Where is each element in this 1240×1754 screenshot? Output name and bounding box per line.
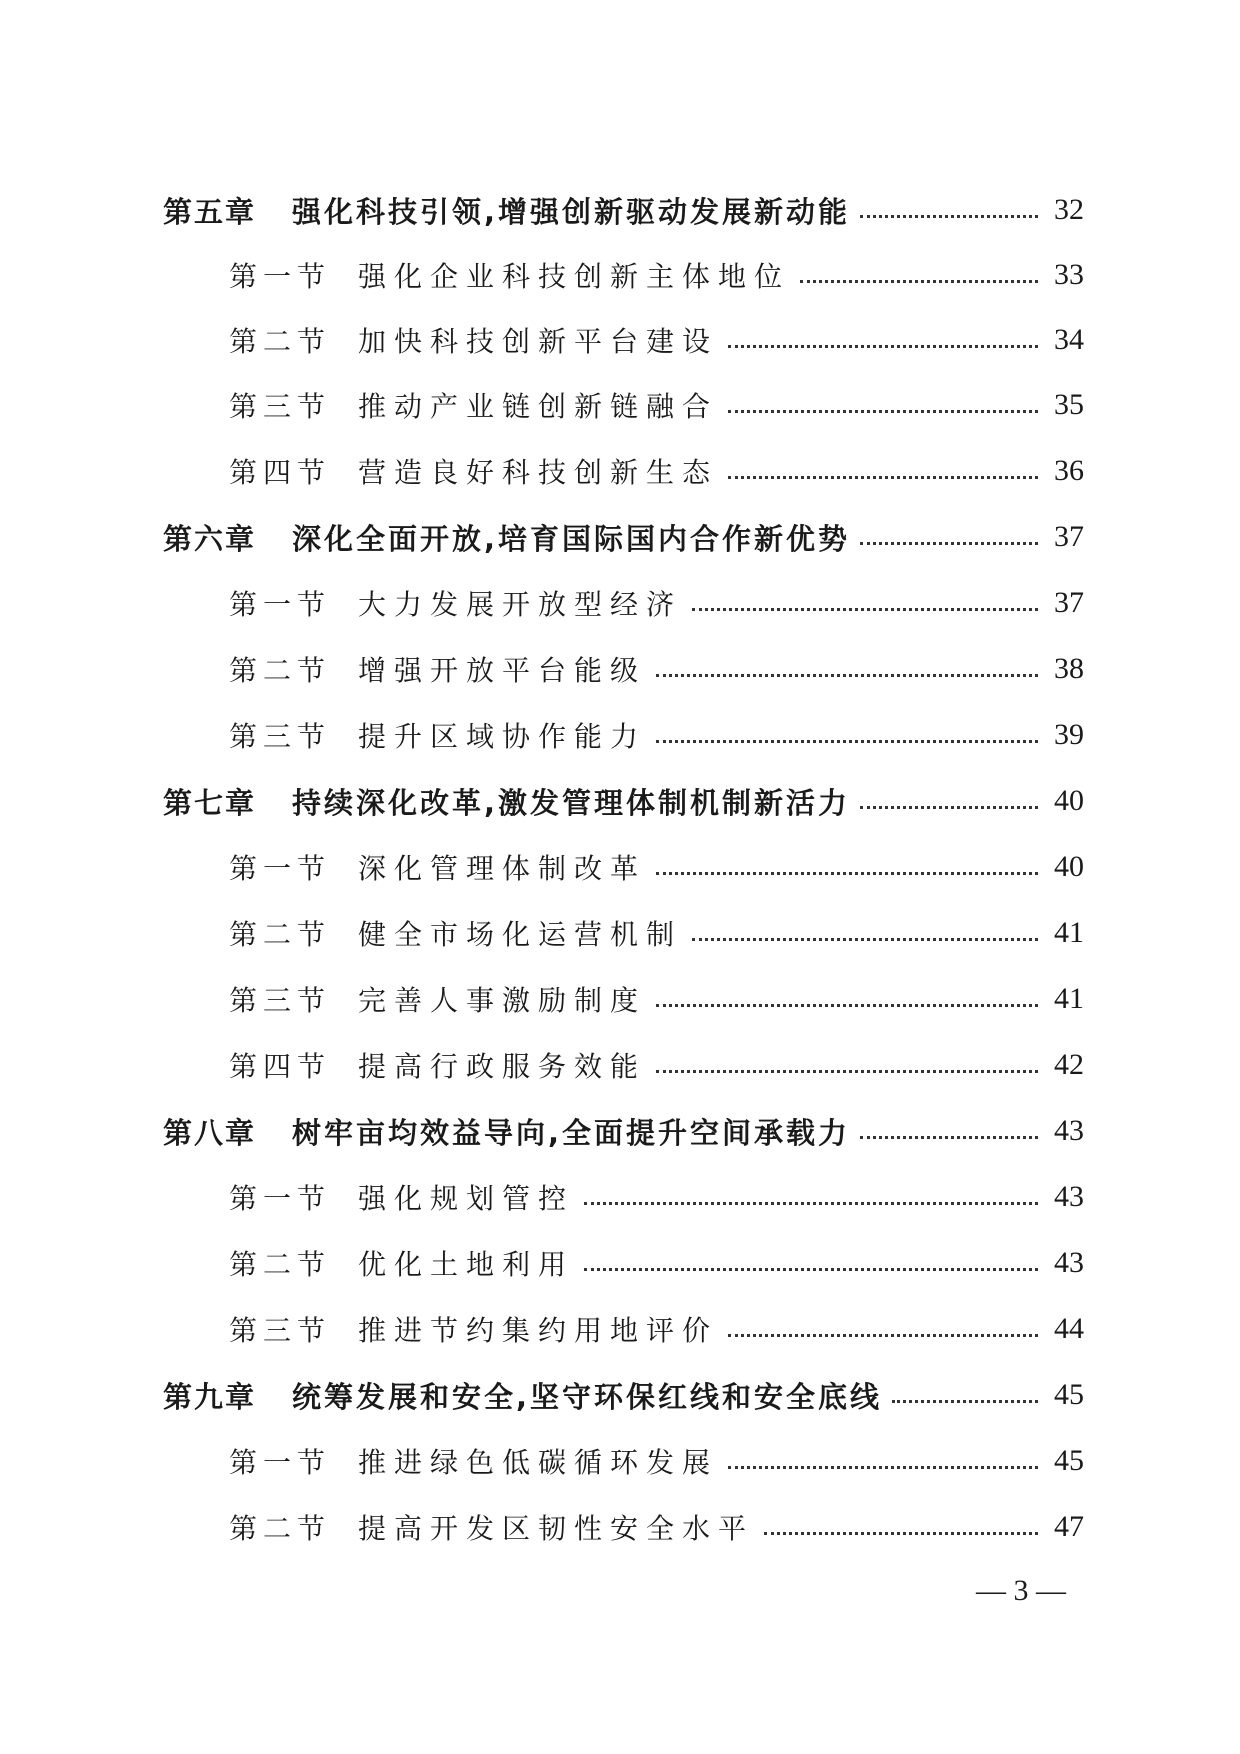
toc-entry-title: 优化土地利用 [358, 1248, 575, 1281]
dot-leader [728, 345, 1038, 348]
toc-entry-section [229, 1045, 1084, 1085]
toc-entry-page: 41 [1054, 916, 1084, 949]
dot-leader [860, 1136, 1038, 1139]
toc-entry-title: 提升区域协作能力 [358, 720, 647, 753]
toc-entry-section [229, 1507, 1084, 1547]
toc-entry-number: 第一节 [229, 588, 332, 621]
toc-entry-page: 43 [1054, 1114, 1084, 1147]
toc-entry-page: 45 [1054, 1378, 1084, 1411]
dot-leader [860, 215, 1038, 218]
dot-leader [656, 1004, 1038, 1007]
dot-leader [584, 1268, 1038, 1271]
toc-entry-page: 37 [1054, 520, 1084, 553]
toc-entry-title: 健全市场化运营机制 [358, 918, 683, 951]
dot-leader [860, 806, 1038, 809]
toc-entry-title: 统筹发展和安全,坚守环保红线和安全底线 [292, 1379, 883, 1414]
toc-entry-title: 推动产业链创新链融合 [358, 390, 719, 423]
toc-entry-section [229, 583, 1084, 623]
toc-entry-page: 35 [1054, 388, 1084, 421]
toc-entry-page: 39 [1054, 718, 1084, 751]
toc-entry-section [229, 1243, 1084, 1283]
toc-entry-number: 第一节 [229, 260, 332, 293]
toc-entry-title: 加快科技创新平台建设 [358, 325, 719, 358]
dot-leader [656, 674, 1038, 677]
toc-entry-number: 第三节 [229, 1314, 332, 1347]
toc-entry-page: 45 [1054, 1444, 1084, 1477]
toc-entry-number: 第二节 [229, 1512, 332, 1545]
toc-entry-number: 第一节 [229, 852, 332, 885]
toc-entry-chapter-8 [163, 1111, 1084, 1151]
dot-leader [656, 872, 1038, 875]
dot-leader [892, 1400, 1038, 1403]
toc-entry-title: 提高开发区韧性安全水平 [358, 1512, 755, 1545]
toc-entry-title: 推进绿色低碳循环发展 [358, 1446, 719, 1479]
toc-entry-number: 第一节 [229, 1446, 332, 1479]
dot-leader [764, 1532, 1038, 1535]
dot-leader [584, 1202, 1038, 1205]
toc-entry-page: 32 [1054, 193, 1084, 226]
toc-entry-section [229, 255, 1084, 295]
toc-entry-page: 47 [1054, 1510, 1084, 1543]
dot-leader [728, 1334, 1038, 1337]
toc-entry-section [229, 913, 1084, 953]
toc-entry-number: 第二节 [229, 918, 332, 951]
dot-leader [728, 1466, 1038, 1469]
toc-entry-title: 增强开放平台能级 [358, 654, 647, 687]
dot-leader [728, 410, 1038, 413]
toc-entry-chapter-9 [163, 1375, 1084, 1415]
toc-entry-section [229, 847, 1084, 887]
toc-entry-page: 33 [1054, 258, 1084, 291]
toc-entry-page: 40 [1054, 850, 1084, 883]
toc-entry-page: 36 [1054, 454, 1084, 487]
toc-entry-title: 强化科技引领,增强创新驱动发展新动能 [292, 194, 851, 229]
toc-entry-title: 推进节约集约用地评价 [358, 1314, 719, 1347]
dot-leader [656, 1070, 1038, 1073]
dot-leader [656, 740, 1038, 743]
toc-entry-section [229, 979, 1084, 1019]
toc-entry-page: 41 [1054, 982, 1084, 1015]
toc-entry-number: 第六章 [163, 521, 257, 556]
toc-entry-page: 40 [1054, 784, 1084, 817]
toc-entry-title: 树牢亩均效益导向,全面提升空间承载力 [292, 1115, 851, 1150]
toc-entry-section [229, 1177, 1084, 1217]
toc-entry-page: 42 [1054, 1048, 1084, 1081]
toc-entry-section [229, 715, 1084, 755]
toc-entry-chapter-6 [163, 517, 1084, 557]
toc-entry-number: 第三节 [229, 390, 332, 423]
toc-entry-number: 第七章 [163, 785, 257, 820]
toc-entry-title: 深化管理体制改革 [358, 852, 647, 885]
toc-entry-chapter-5 [163, 190, 1084, 230]
toc-entry-section [229, 451, 1084, 491]
toc-entry-number: 第四节 [229, 1050, 332, 1083]
dot-leader [692, 608, 1038, 611]
dot-leader [692, 938, 1038, 941]
toc-entry-number: 第四节 [229, 456, 332, 489]
toc-entry-title: 持续深化改革,激发管理体制机制新活力 [292, 785, 851, 820]
toc-entry-page: 34 [1054, 323, 1084, 356]
toc-entry-title: 完善人事激励制度 [358, 984, 647, 1017]
toc-entry-chapter-7 [163, 781, 1084, 821]
toc-entry-number: 第一节 [229, 1182, 332, 1215]
page-number: — 3 — [976, 1574, 1066, 1607]
toc-entry-section [229, 320, 1084, 360]
toc-entry-section [229, 1309, 1084, 1349]
toc-entry-number: 第九章 [163, 1379, 257, 1414]
toc-entry-number: 第二节 [229, 325, 332, 358]
toc-entry-title: 大力发展开放型经济 [358, 588, 683, 621]
toc-entry-number: 第八章 [163, 1115, 257, 1150]
dot-leader [800, 280, 1038, 283]
toc-entry-number: 第三节 [229, 984, 332, 1017]
toc-entry-section [229, 649, 1084, 689]
toc-entry-page: 43 [1054, 1180, 1084, 1213]
toc-entry-section [229, 385, 1084, 425]
toc-entry-page: 37 [1054, 586, 1084, 619]
toc-entry-number: 第二节 [229, 1248, 332, 1281]
toc-entry-title: 强化规划管控 [358, 1182, 575, 1215]
toc-entry-page: 38 [1054, 652, 1084, 685]
toc-entry-page: 44 [1054, 1312, 1084, 1345]
toc-entry-number: 第二节 [229, 654, 332, 687]
dot-leader [728, 476, 1038, 479]
toc-entry-number: 第五章 [163, 194, 257, 229]
toc-entry-section [229, 1441, 1084, 1481]
toc-entry-page: 43 [1054, 1246, 1084, 1279]
toc-entry-title: 提高行政服务效能 [358, 1050, 647, 1083]
dot-leader [860, 542, 1038, 545]
toc-entry-number: 第三节 [229, 720, 332, 753]
toc-entry-title: 强化企业科技创新主体地位 [358, 260, 791, 293]
toc-entry-title: 营造良好科技创新生态 [358, 456, 719, 489]
toc-entry-title: 深化全面开放,培育国际国内合作新优势 [292, 521, 851, 556]
